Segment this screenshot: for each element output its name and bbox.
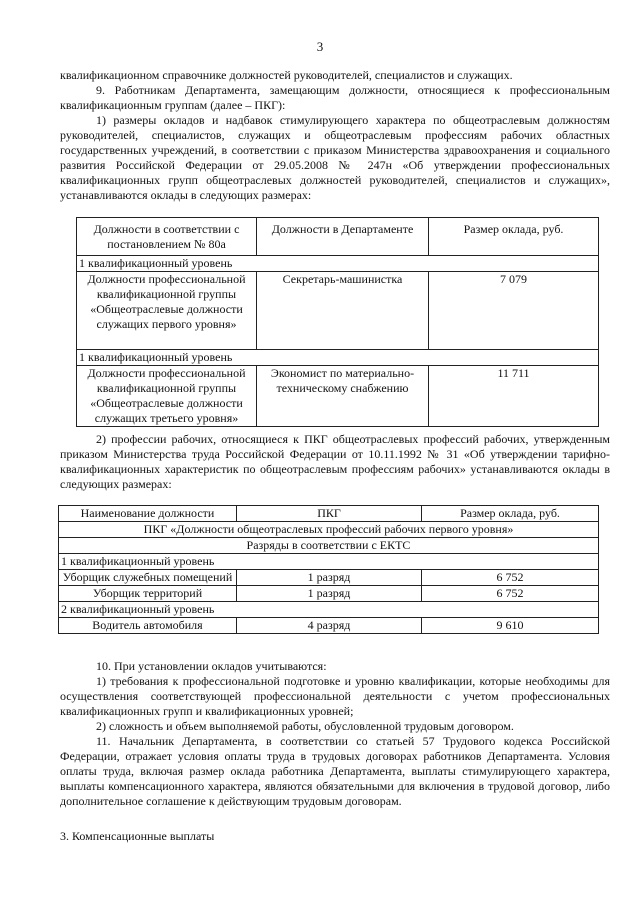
pkg-title-row: [59, 522, 599, 538]
intro-line: квалификационном справочнике должностей руководителей, специалистов и служащих.: [60, 68, 513, 82]
grade: 1 разряд: [237, 586, 422, 602]
level-row: [59, 554, 599, 570]
etks-title-row: [59, 538, 599, 554]
table-header-row: [59, 506, 599, 522]
salary-value: 11 711: [429, 366, 599, 427]
column-header: Должности в соответствии с постановлением № 80а: [77, 218, 257, 256]
position-group: Должности профессиональной квалификационной группы «Общеотраслевые должности служащих первого уровня»: [77, 272, 257, 350]
column-header: Наименование должности: [59, 506, 237, 522]
qualification-level: 1 квалификационный уровень: [59, 554, 599, 570]
paragraph-10-1: 1) требования к профессиональной подготовке и уровню квалификации, которые необходимы для осуществления соответствующей профессиональной деятельности с учетом профессиональных квалификационных групп и квалификационных уровней;: [60, 674, 610, 718]
table-row: [59, 618, 599, 634]
column-header: ПКГ: [237, 506, 422, 522]
intro-text: [60, 68, 610, 203]
table-row: [59, 586, 599, 602]
page-number: 3: [316, 39, 324, 54]
table-header-row: [77, 218, 599, 256]
position-name: Водитель автомобиля: [59, 618, 237, 634]
level-row: [77, 350, 599, 366]
closing-text: [60, 659, 610, 844]
qualification-level: 2 квалификационный уровень: [59, 602, 599, 618]
salary-table-workers: [58, 505, 599, 634]
position-group: Должности профессиональной квалификационной группы «Общеотраслевые должности служащих третьего уровня»: [77, 366, 257, 427]
grade: 4 разряд: [237, 618, 422, 634]
section-3-heading: 3. Компенсационные выплаты: [60, 829, 215, 843]
column-header: Должности в Департаменте: [257, 218, 429, 256]
salary-value: 9 610: [422, 618, 599, 634]
grade: 1 разряд: [237, 570, 422, 586]
column-header: Размер оклада, руб.: [422, 506, 599, 522]
paragraph-9-2-block: [60, 432, 610, 492]
table-row: [77, 272, 599, 350]
paragraph-9-2: 2) профессии рабочих, относящиеся к ПКГ общеотраслевых профессий рабочих, утвержденным приказом Министерства труда Российской Федерации от 10.11.1992 № 31 «Об утверждении тарифно-квалификационных характеристик по общеотраслевым профессиям рабочих» устанавливаются оклады в следующих размерах:: [60, 432, 610, 491]
etks-title: Разряды в соответствии с ЕКТС: [59, 538, 599, 554]
position-name: Уборщик служебных помещений: [59, 570, 237, 586]
pkg-title: ПКГ «Должности общеотраслевых профессий рабочих первого уровня»: [59, 522, 599, 538]
salary-table-positions: [76, 217, 599, 427]
table-row: [77, 366, 599, 427]
qualification-level: 1 квалификационный уровень: [77, 350, 599, 366]
level-row: [77, 256, 599, 272]
column-header: Размер оклада, руб.: [429, 218, 599, 256]
department-position: Секретарь-машинистка: [257, 272, 429, 350]
paragraph-9-1: 1) размеры окладов и надбавок стимулирующего характера по общеотраслевым должностям руководителей, специалистов, служащих и общеотраслевым профессиям рабочих областных государственных учреждений, в соответствии с приказом Министерства здравоохранения и социального развития Российской Федерации от 29.05.2008 № 247н «Об утверждении профессиональных квалификационных групп общеотраслевых должностей руководителей, специалистов и служащих», устанавливаются оклады в следующих размерах:: [60, 113, 610, 202]
department-position: Экономист по материально-техническому снабжению: [257, 366, 429, 427]
paragraph-9: 9. Работникам Департамента, замещающим должности, относящиеся к профессиональным квалификационным группам (далее – ПКГ):: [60, 83, 610, 112]
table-row: [59, 570, 599, 586]
level-row: [59, 602, 599, 618]
salary-value: 6 752: [422, 586, 599, 602]
salary-value: 6 752: [422, 570, 599, 586]
paragraph-10-2: 2) сложность и объем выполняемой работы, обусловленной трудовым договором.: [96, 719, 514, 733]
qualification-level: 1 квалификационный уровень: [77, 256, 599, 272]
paragraph-10: 10. При установлении окладов учитываются:: [96, 659, 327, 673]
position-name: Уборщик территорий: [59, 586, 237, 602]
paragraph-11: 11. Начальник Департамента, в соответствии со статьей 57 Трудового кодекса Российской Федерации, отражает условия оплаты труда в трудовых договорах работников Департамента. Условия оплаты труда, включая размер оклада работника Департамента, выплаты стимулирующего характера, выплаты компенсационного характера, являются обязательными для включения в трудовой договор, либо дополнительное соглашение к действующим трудовым договорам.: [60, 734, 610, 808]
salary-value: 7 079: [429, 272, 599, 350]
